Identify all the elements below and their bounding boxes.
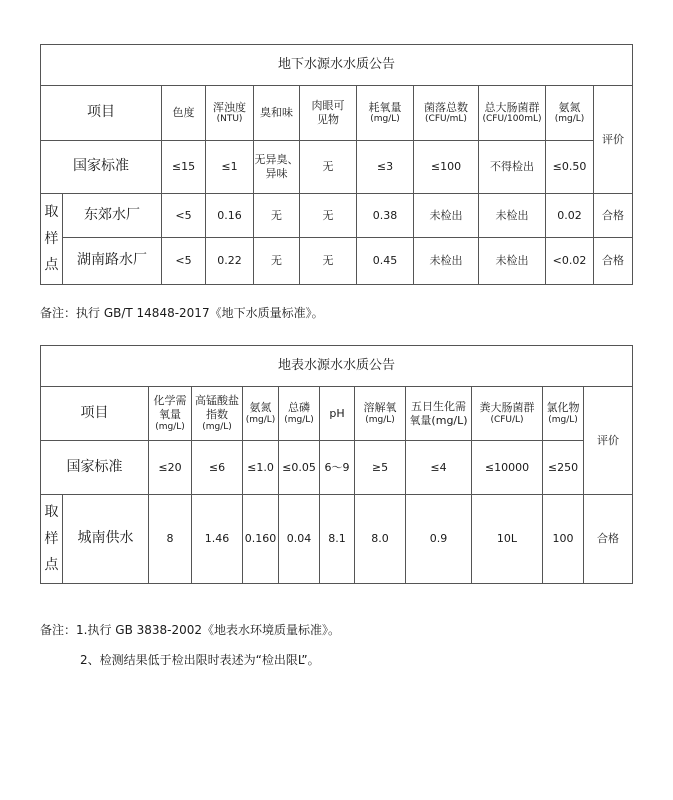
table-cell: 0.45 xyxy=(357,238,414,285)
col-header-permanganate: 高锰酸盐 指数 (mg/L) xyxy=(192,387,243,441)
table-cell: 无 xyxy=(254,194,300,238)
standard-value: 无 xyxy=(300,141,357,194)
table-cell: 10L xyxy=(472,495,543,584)
sample-point-label: 取 样 点 xyxy=(41,194,63,285)
table-cell: 0.38 xyxy=(357,194,414,238)
eval-result: 合格 xyxy=(584,495,633,584)
col-header-ph: pH xyxy=(320,387,355,441)
table-cell: 0.9 xyxy=(406,495,472,584)
standard-value: ≤100 xyxy=(414,141,479,194)
standard-value: ≤15 xyxy=(162,141,206,194)
table-cell: 0.22 xyxy=(206,238,254,285)
table-title: 地表水源水水质公告 xyxy=(41,346,633,387)
table-cell: 无 xyxy=(254,238,300,285)
col-header-turbidity: 浑浊度 (NTU) xyxy=(206,86,254,141)
col-header-colony-count: 菌落总数 (CFU/mL) xyxy=(414,86,479,141)
standard-value: 无异臭、 异味 xyxy=(254,141,300,194)
col-header-ammonia: 氨氮 (mg/L) xyxy=(546,86,594,141)
standard-value: ≤3 xyxy=(357,141,414,194)
col-header-dissolved-oxygen: 溶解氧 (mg/L) xyxy=(355,387,406,441)
standard-value: 6～9 xyxy=(320,441,355,495)
table-cell: 无 xyxy=(300,194,357,238)
sample-name: 城南供水 xyxy=(63,495,149,584)
table-cell: 1.46 xyxy=(192,495,243,584)
standard-value: ≤20 xyxy=(149,441,192,495)
table-cell: 未检出 xyxy=(414,194,479,238)
table-cell: 未检出 xyxy=(479,194,546,238)
col-header-ammonia: 氨氮 (mg/L) xyxy=(243,387,279,441)
table-cell: 0.02 xyxy=(546,194,594,238)
sample-name: 湖南路水厂 xyxy=(63,238,162,285)
table-cell: 0.16 xyxy=(206,194,254,238)
col-header-bod5: 五日生化需 氧量(mg/L) xyxy=(406,387,472,441)
table-cell: 无 xyxy=(300,238,357,285)
standard-value: ≤10000 xyxy=(472,441,543,495)
col-header-chloride: 氯化物 (mg/L) xyxy=(543,387,584,441)
standard-value: 不得检出 xyxy=(479,141,546,194)
col-header-odor: 臭和味 xyxy=(254,86,300,141)
table-cell: 0.160 xyxy=(243,495,279,584)
table-cell: 8.1 xyxy=(320,495,355,584)
col-header-cod: 化学需 氧量 (mg/L) xyxy=(149,387,192,441)
table-title: 地下水源水水质公告 xyxy=(41,45,633,86)
table-cell: <0.02 xyxy=(546,238,594,285)
col-header-visible-matter: 肉眼可 见物 xyxy=(300,86,357,141)
item-header: 项目 xyxy=(41,387,149,441)
standard-value: ≤4 xyxy=(406,441,472,495)
note-surface-water-2: 2、检测结果低于检出限时表述为“检出限L”。 xyxy=(80,653,320,667)
eval-result: 合格 xyxy=(594,238,633,285)
table-cell: 100 xyxy=(543,495,584,584)
table-cell: 未检出 xyxy=(414,238,479,285)
table-cell: 未检出 xyxy=(479,238,546,285)
standard-label: 国家标准 xyxy=(41,441,149,495)
col-header-fecal-coliform: 粪大肠菌群 (CFU/L) xyxy=(472,387,543,441)
eval-result: 合格 xyxy=(594,194,633,238)
note-groundwater: 备注：执行 GB/T 14848-2017《地下水质量标准》。 xyxy=(40,306,324,320)
table-cell: <5 xyxy=(162,194,206,238)
eval-header: 评价 xyxy=(584,387,633,495)
col-header-coliform: 总大肠菌群 (CFU/100mL) xyxy=(479,86,546,141)
standard-value: ≥5 xyxy=(355,441,406,495)
col-header-total-phosphorus: 总磷 (mg/L) xyxy=(279,387,320,441)
note-surface-water-1: 备注：1.执行 GB 3838-2002《地表水环境质量标准》。 xyxy=(40,623,341,637)
eval-header: 评价 xyxy=(594,86,633,194)
standard-value: ≤1 xyxy=(206,141,254,194)
table-cell: 0.04 xyxy=(279,495,320,584)
col-header-oxygen-consumption: 耗氧量 (mg/L) xyxy=(357,86,414,141)
item-header: 项目 xyxy=(41,86,162,141)
standard-label: 国家标准 xyxy=(41,141,162,194)
table-cell: 8.0 xyxy=(355,495,406,584)
standard-value: ≤0.05 xyxy=(279,441,320,495)
table-cell: <5 xyxy=(162,238,206,285)
standard-value: ≤1.0 xyxy=(243,441,279,495)
standard-value: ≤250 xyxy=(543,441,584,495)
standard-value: ≤6 xyxy=(192,441,243,495)
surface-water-quality-table xyxy=(40,345,633,584)
col-header-color: 色度 xyxy=(162,86,206,141)
sample-point-label: 取 样 点 xyxy=(41,495,63,584)
standard-value: ≤0.50 xyxy=(546,141,594,194)
sample-name: 东郊水厂 xyxy=(63,194,162,238)
table-cell: 8 xyxy=(149,495,192,584)
groundwater-quality-table xyxy=(40,44,633,285)
